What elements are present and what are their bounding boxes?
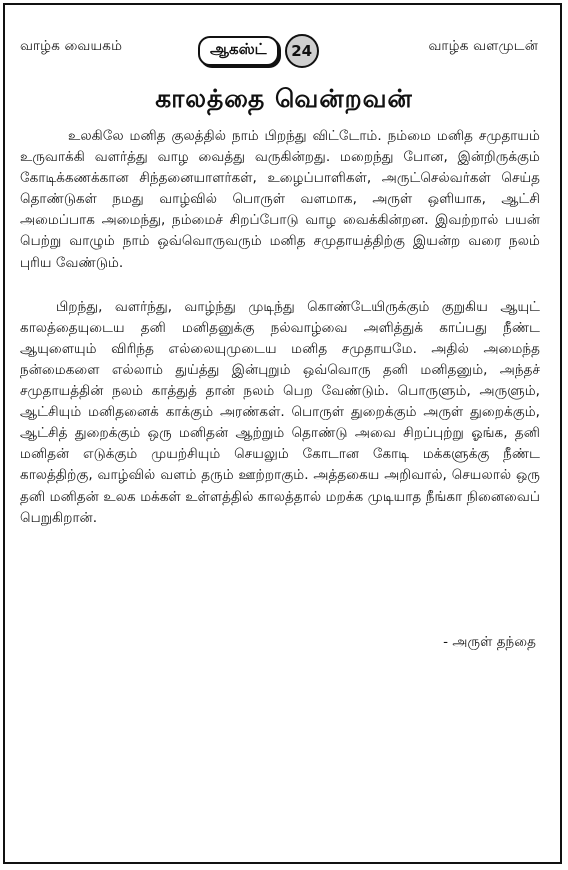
month-label: ஆகஸ்ட்	[198, 36, 279, 66]
header-right-motto: வாழ்க வளமுடன்	[428, 38, 538, 54]
paragraph-1: உலகிலே மனித குலத்தில் நாம் பிறந்து விட்டோம். நம்மை மனித சமுதாயம் உருவாக்கி வளர்த்து வாழ வைத்து வருகின்றது. மறைந்து போன, இன்றிருக்கும் கோடிக்கணக்கான சிந்தனையாளர்கள், உழைப்பாளிகள், அருட்செல்வர்கள் செய்த தொண்டுகள் நமது வாழ்வில் பொருள் வளமாக, அருள் ஒளியாக, ஆட்சி அமைப்பாக அமைந்து, நம்மைச் சிறப்போடு வாழ வைக்கின்றன. இவற்றால் பயன் பெற்று வாழும் நாம் ஒவ்வொருவரும் மனித சமுதாயத்திற்கு இயன்ற வரை நலம் புரிய வேண்டும்.	[20, 128, 540, 271]
paragraph-2: பிறந்து, வளர்ந்து, வாழ்ந்து முடிந்து கொண்டேயிருக்கும் குறுகிய ஆயுட் காலத்தையுடைய தனி மனிதனுக்கு நல்வாழ்வை அளித்துக் காப்பது நீண்ட ஆயுளையும் விரிந்த எல்லையுமுடைய மனித சமுதாயமே. அதில் அமைந்த நன்மைகளை எல்லாம் துய்த்து இன்புறும் ஒவ்வொரு தனி மனிதனும், அந்தச் சமுதாயத்தின் நலம் காத்துத் தான் நலம் பெற வேண்டும். பொருளும், அருளும், ஆட்சியும் மனிதனைக் காக்கும் அரண்கள். பொருள் துறைக்கும் அருள் துறைக்கும், ஆட்சித் துறைக்கும் ஒரு மனிதன் ஆற்றும் தொண்டு அவை சிறப்புற்று ஓங்க, தனி மனிதன் எடுக்கும் முயற்சியும் செயலும் கோடான கோடி மக்களுக்கு நீண்ட காலத்திற்கு, வாழ்வில் வளம் தரும் ஊற்றாகும். அத்தகைய அறிவால், செயலால் ஒரு தனி மனிதன் உலக மக்கள் உள்ளத்தில் காலத்தால் மறக்க முடியாத நீங்கா நினைவைப் பெறுகிறான்.	[20, 298, 540, 526]
date-badge	[198, 34, 319, 68]
article-body	[20, 126, 540, 529]
header-left-motto: வாழ்க வையகம்	[20, 38, 123, 54]
author-signature: - அருள் தந்தை	[443, 634, 536, 650]
day-number: 24	[285, 34, 319, 68]
article-title: காலத்தை வென்றவன்	[155, 84, 413, 113]
